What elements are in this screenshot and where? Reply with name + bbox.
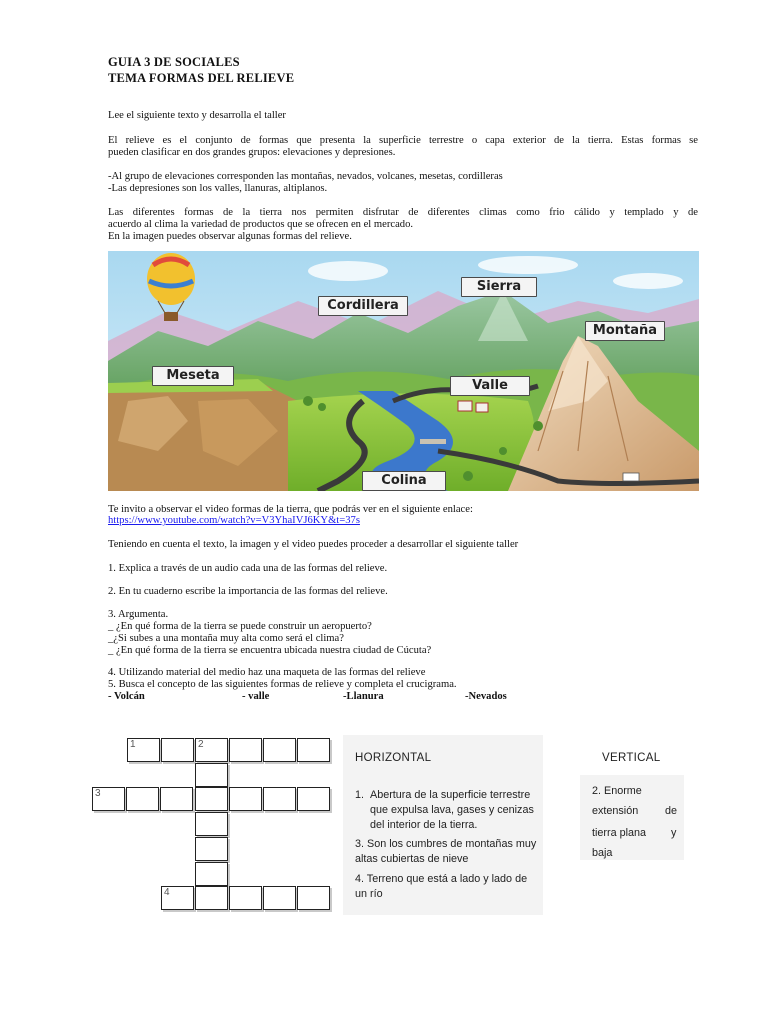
clue-h4-line2: un río xyxy=(355,888,383,900)
label-meseta: Meseta xyxy=(152,366,234,386)
clue-h3-line1: 3. Son los cumbres de montañas muy xyxy=(355,838,537,850)
crossword-cell[interactable] xyxy=(195,862,228,886)
label-sierra: Sierra xyxy=(461,277,537,297)
crossword-cell[interactable] xyxy=(195,787,228,811)
clue-h3-line2: altas cubiertas de nieve xyxy=(355,853,469,865)
crossword-cell[interactable] xyxy=(229,738,262,762)
crossword-cell[interactable] xyxy=(195,837,228,861)
crossword-cell[interactable] xyxy=(263,886,296,910)
paragraph1-line1: El relieve es el conjunto de formas que presenta la superficie terrestre o capa exterior de la tierra. Estas formas se xyxy=(108,135,698,146)
crossword-cell[interactable] xyxy=(195,738,228,762)
paragraph2-line2: acuerdo al clima la variedad de productos que se ofrecen en el mercado. xyxy=(108,219,414,230)
label-montana: Montaña xyxy=(585,321,665,341)
clue-h1-line1: Abertura de la superficie terrestre xyxy=(370,789,531,801)
crossword-cell[interactable] xyxy=(229,787,262,811)
clue-h1-line2: que expulsa lava, gases y cenizas xyxy=(370,804,534,816)
task-2: 2. En tu cuaderno escribe la importancia de las formas del relieve. xyxy=(108,586,388,597)
crossword-cell[interactable] xyxy=(92,787,125,811)
depressions-line: -Las depresiones son los valles, llanuras, altiplanos. xyxy=(108,183,328,194)
clue-number: 4 xyxy=(164,887,170,898)
horizontal-title: HORIZONTAL xyxy=(355,752,432,764)
task-5: 5. Busca el concepto de las siguientes formas de relieve y completa el crucigrama. xyxy=(108,679,457,690)
crossword-cell[interactable] xyxy=(297,787,330,811)
crossword-cell[interactable] xyxy=(161,738,194,762)
question-1: _ ¿En qué forma de la tierra se puede construir un aeropuerto? xyxy=(108,621,372,632)
vertical-title: VERTICAL xyxy=(602,752,661,764)
task-4: 4. Utilizando material del medio haz una maqueta de las formas del relieve xyxy=(108,667,426,678)
task-3: 3. Argumenta. xyxy=(108,609,169,620)
clue-v2-line4: baja xyxy=(592,847,613,859)
clue-number: 3 xyxy=(95,788,101,799)
crossword-cell[interactable] xyxy=(195,812,228,836)
clue-number: 1 xyxy=(130,739,136,750)
paragraph2-line1: Las diferentes formas de la tierra nos permiten disfrutar de diferentes climas como frio cálido y templado y de xyxy=(108,207,698,218)
clue-v2-word3: tierra plana xyxy=(592,827,647,839)
clue-number: 2 xyxy=(198,739,204,750)
term-valle: - valle xyxy=(242,691,270,702)
label-cordillera: Cordillera xyxy=(318,296,408,316)
relief-illustration xyxy=(108,251,699,491)
crossword-cell[interactable] xyxy=(229,886,262,910)
crossword-cell[interactable] xyxy=(297,886,330,910)
intro-text: Lee el siguiente texto y desarrolla el taller xyxy=(108,110,286,121)
topic-title: TEMA FORMAS DEL RELIEVE xyxy=(108,71,295,85)
clue-h4-line1: 4. Terreno que está a lado y lado de xyxy=(355,873,528,885)
crossword-cell[interactable] xyxy=(160,787,193,811)
guide-title: GUIA 3 DE SOCIALES xyxy=(108,55,240,69)
crossword-cell[interactable] xyxy=(195,763,228,787)
paragraph2-line3: En la imagen puedes observar algunas formas del relieve. xyxy=(108,231,352,242)
clue-v2-line1: 2. Enorme xyxy=(592,785,642,797)
elevations-line: -Al grupo de elevaciones corresponden las montañas, nevados, volcanes, mesetas, cordilleras xyxy=(108,171,503,182)
crossword-cell[interactable] xyxy=(161,886,194,910)
instruction-text: Teniendo en cuenta el texto, la imagen y el video puedes proceder a desarrollar el siguiente taller xyxy=(108,539,519,550)
crossword-cell[interactable] xyxy=(127,738,160,762)
label-colina: Colina xyxy=(362,471,446,491)
question-2: _¿Si subes a una montaña muy alta como será el clima? xyxy=(108,633,344,644)
paragraph1-line2: pueden clasificar en dos grandes grupos: elevaciones y depresiones. xyxy=(108,147,396,158)
crossword-cell[interactable] xyxy=(263,738,296,762)
crossword-cell[interactable] xyxy=(195,886,228,910)
crossword-cell[interactable] xyxy=(297,738,330,762)
crossword-cell[interactable] xyxy=(126,787,159,811)
term-nevados: -Nevados xyxy=(465,691,507,702)
question-3: _ ¿En qué forma de la tierra se encuentra ubicada nuestra ciudad de Cúcuta? xyxy=(108,645,432,656)
clue-h1-line3: del interior de la tierra. xyxy=(370,819,478,831)
task-1: 1. Explica a través de un audio cada una de las formas del relieve. xyxy=(108,563,388,574)
clue-v2-word2: de xyxy=(665,805,678,817)
label-valle: Valle xyxy=(450,376,530,396)
term-volcan: - Volcán xyxy=(108,691,145,702)
clue-v2-word4: y xyxy=(671,827,677,839)
clue-v2-word1: extensión xyxy=(592,805,639,817)
video-link[interactable]: https://www.youtube.com/watch?v=V3YhaIVJ6KY&t=37s xyxy=(108,515,360,526)
clue-h1-number: 1. xyxy=(355,789,365,801)
video-intro: Te invito a observar el video formas de la tierra, que podrás ver en el siguiente enlace: xyxy=(108,504,473,515)
crossword-cell[interactable] xyxy=(263,787,296,811)
term-llanura: -Llanura xyxy=(343,691,384,702)
